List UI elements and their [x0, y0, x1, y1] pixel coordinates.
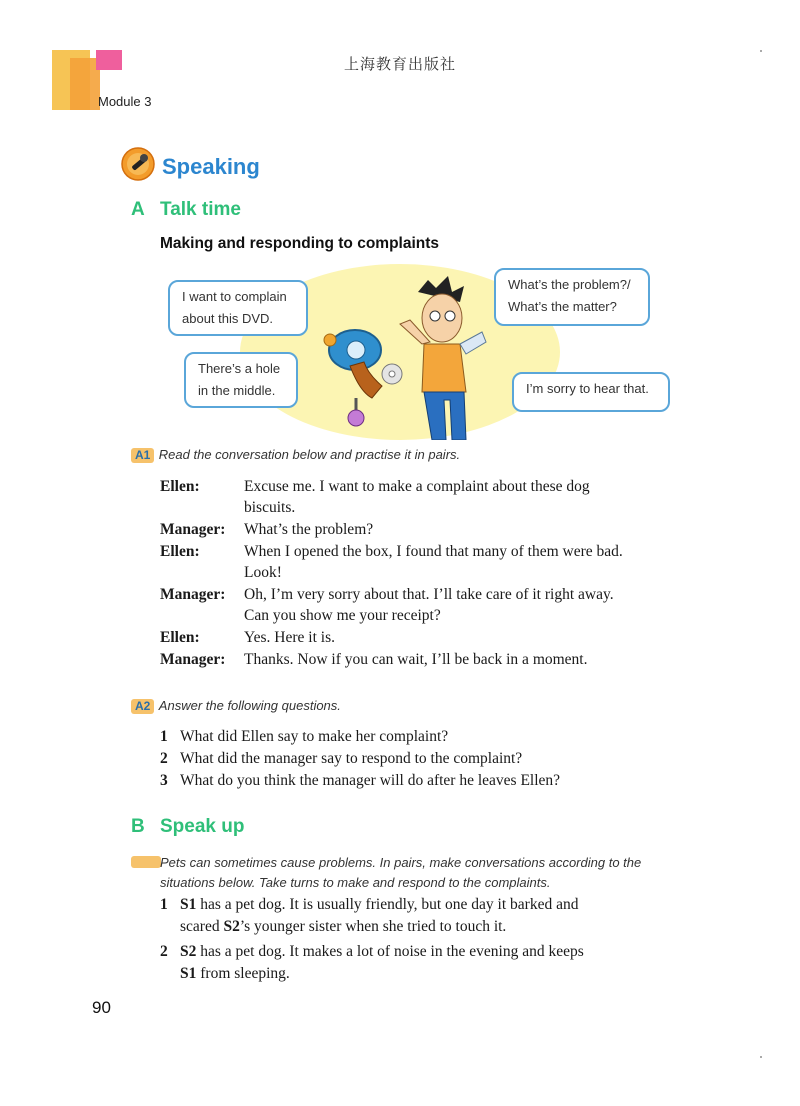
section-a-subheading: Making and responding to complaints [160, 235, 440, 252]
bubble-line: What’s the matter? [508, 299, 617, 314]
question-item [160, 770, 720, 792]
dialogue-text: biscuits. [244, 499, 296, 516]
question-text: What did the manager say to respond to the complaint? [180, 750, 523, 767]
question-item [160, 748, 720, 770]
conversation-line [160, 584, 720, 626]
situation-number: 2 [160, 943, 168, 960]
speech-bubble-problem [494, 268, 650, 326]
question-item [160, 726, 720, 748]
question-number: 1 [160, 728, 168, 745]
section-b-tag [131, 856, 161, 868]
question-number: 3 [160, 772, 168, 789]
publisher-name: 上海教育出版社 [343, 55, 456, 73]
conversation-line [160, 476, 720, 518]
module-label: Module 3 [98, 94, 152, 109]
situation-text: has a pet dog. It makes a lot of noise in the evening and keeps [196, 943, 584, 960]
bubble-line: I’m sorry to hear that. [526, 381, 649, 396]
student-label: S2 [223, 918, 240, 935]
question-number: 2 [160, 750, 168, 767]
speech-bubble-complaint [168, 280, 308, 336]
speaker: Manager: [160, 586, 226, 603]
dialogue-text: What’s the problem? [244, 521, 374, 538]
speaker: Ellen: [160, 543, 200, 560]
a1-tag: A1 [131, 448, 154, 463]
student-label: S1 [180, 965, 197, 982]
dialogue-text: Excuse me. I want to make a complaint about these dog [244, 478, 590, 495]
a2-instruction: Answer the following questions. [158, 698, 341, 713]
conversation-line [160, 627, 720, 648]
section-b-title: Speak up [160, 816, 245, 837]
page-number: 90 [92, 998, 111, 1017]
section-b-instruction [160, 853, 720, 893]
situation-number: 1 [160, 896, 168, 913]
situation-text: has a pet dog. It is usually friendly, but one day it barked and [196, 896, 579, 913]
bubble-line: in the middle. [198, 383, 276, 398]
dialogue-text: Yes. Here it is. [244, 629, 335, 646]
instruction-line: situations below. Take turns to make and respond to the complaints. [160, 875, 551, 890]
a1-instruction: Read the conversation below and practise it in pairs. [158, 447, 461, 462]
question-list [160, 726, 720, 792]
speaker: Manager: [160, 521, 226, 538]
a2-instruction-row [131, 697, 341, 715]
speaking-title: Speaking [162, 154, 260, 179]
speech-bubble-sorry [512, 372, 670, 412]
bubble-line: There’s a hole [198, 361, 281, 376]
question-text: What did Ellen say to make her complaint? [180, 728, 449, 745]
corner-mark [760, 1056, 762, 1058]
conversation-line [160, 519, 720, 540]
speaker: Ellen: [160, 629, 200, 646]
bubble-line: about this DVD. [182, 311, 274, 326]
bubble-line: What’s the problem?/ [508, 277, 631, 292]
situation-item [160, 894, 680, 938]
student-label: S1 [180, 896, 197, 913]
question-text: What do you think the manager will do after he leaves Ellen? [180, 772, 561, 789]
situation-text: from sleeping. [196, 965, 290, 982]
section-b-letter: B [131, 816, 145, 837]
conversation-line [160, 541, 720, 583]
conversation [160, 476, 720, 671]
instruction-line: Pets can sometimes cause problems. In pairs, make conversations according to the [160, 855, 642, 870]
corner-mark [760, 50, 762, 52]
student-label: S2 [180, 943, 197, 960]
situation-text: scared [180, 918, 224, 935]
dialogue-text: Oh, I’m very sorry about that. I’ll take care of it right away. [244, 586, 614, 603]
speech-bubble-hole [184, 352, 298, 408]
a1-instruction-row [131, 446, 460, 464]
speaker: Manager: [160, 651, 226, 668]
conversation-line [160, 649, 720, 670]
microphone-icon [121, 147, 155, 181]
dialogue-text: When I opened the box, I found that many of them were bad. [244, 543, 623, 560]
a2-tag: A2 [131, 699, 154, 714]
dialogue-text: Thanks. Now if you can wait, I’ll be back in a moment. [244, 651, 588, 668]
dialogue-text: Look! [244, 564, 282, 581]
section-a-letter: A [131, 199, 145, 220]
complaint-illustration [160, 262, 680, 440]
situation-list [160, 894, 680, 988]
speaker: Ellen: [160, 478, 200, 495]
situation-text: ’s younger sister when she tried to touch it. [239, 918, 507, 935]
section-a-title: Talk time [160, 199, 241, 220]
situation-item [160, 941, 680, 985]
bubble-line: I want to complain [182, 289, 287, 304]
dialogue-text: Can you show me your receipt? [244, 607, 441, 624]
